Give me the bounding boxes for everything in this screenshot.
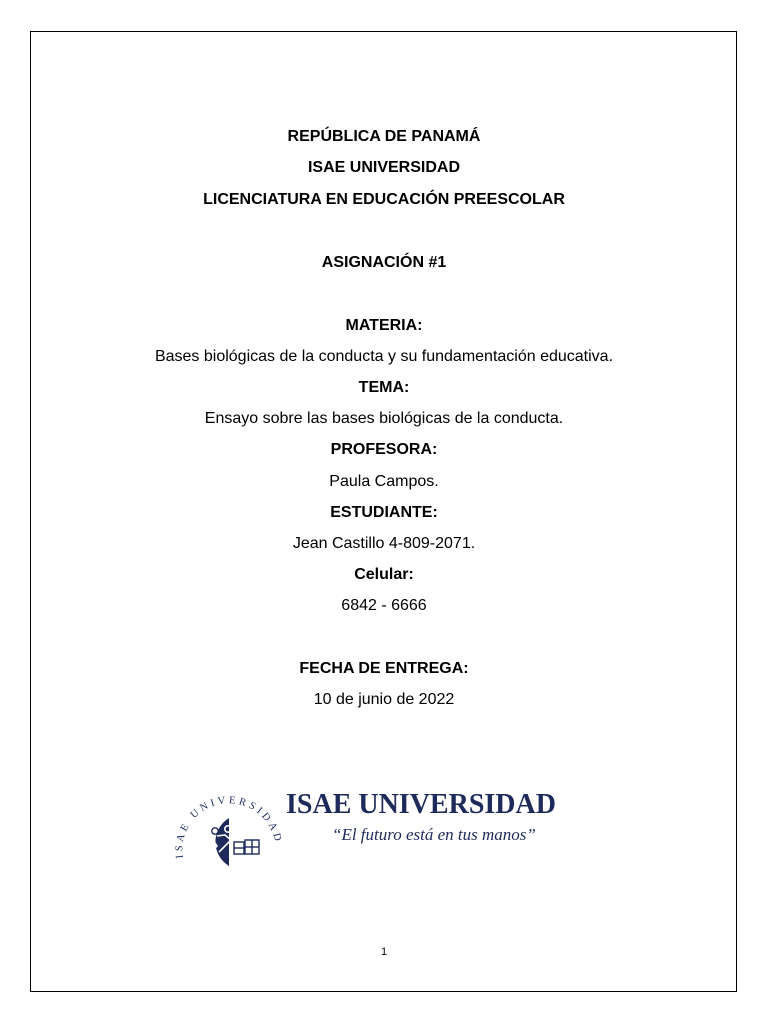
tema-label: TEMA: <box>358 379 410 396</box>
program-heading: LICENCIATURA EN EDUCACIÓN PREESCOLAR <box>203 191 565 208</box>
fecha-value: 10 de junio de 2022 <box>313 691 455 708</box>
profesora-label: PROFESORA: <box>330 441 438 458</box>
celular-label: Celular: <box>354 566 414 583</box>
assignment-title: ASIGNACIÓN #1 <box>321 254 447 271</box>
celular-value: 6842 - 6666 <box>341 597 427 614</box>
estudiante-value: Jean Castillo 4-809-2071. <box>292 535 476 552</box>
estudiante-label: ESTUDIANTE: <box>330 504 438 521</box>
tema-value: Ensayo sobre las bases biológicas de la conducta. <box>204 410 564 427</box>
profesora-value: Paula Campos. <box>329 473 439 490</box>
seal-text: ISAE UNIVERSIDAD <box>174 795 284 859</box>
materia-value: Bases biológicas de la conducta y su fundamentación educativa. <box>154 348 614 365</box>
page-number: 1 <box>380 946 388 958</box>
university-seal-icon <box>165 778 289 870</box>
fecha-label: FECHA DE ENTREGA: <box>299 660 469 677</box>
university-heading: ISAE UNIVERSIDAD <box>307 159 461 176</box>
materia-label: MATERIA: <box>345 317 423 334</box>
country-heading: REPÚBLICA DE PANAMÁ <box>287 128 481 145</box>
logo-tagline: “El futuro está en tus manos” <box>332 825 536 844</box>
university-logo <box>165 778 605 870</box>
logo-title: ISAE UNIVERSIDAD <box>286 789 556 820</box>
